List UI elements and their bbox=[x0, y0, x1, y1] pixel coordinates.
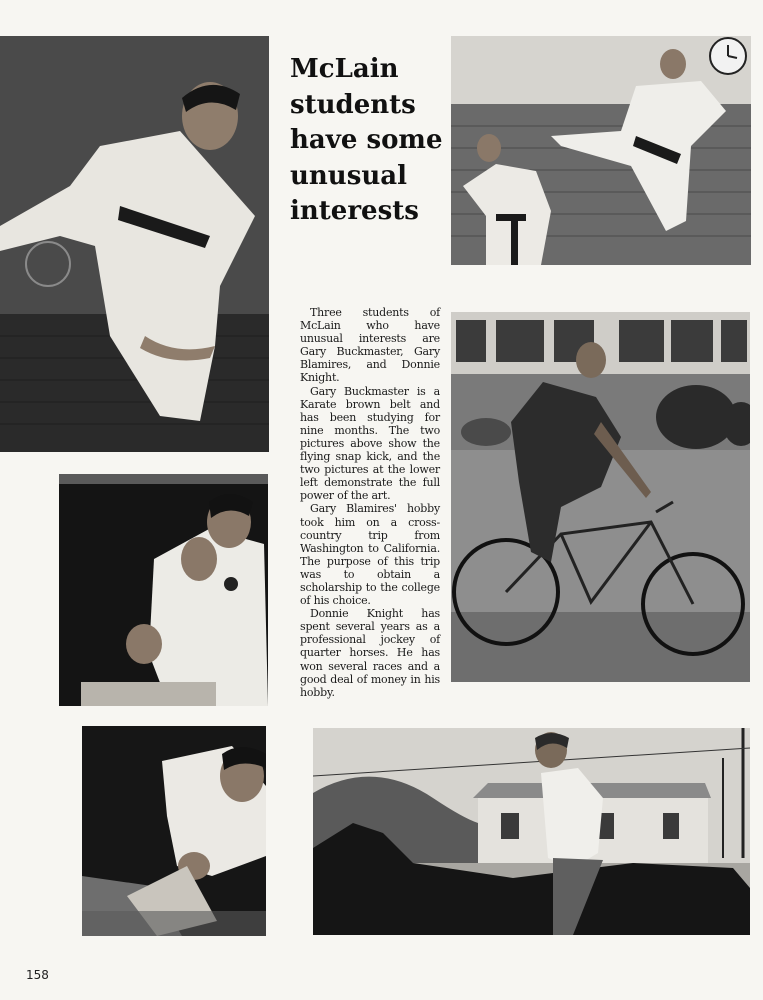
headline bbox=[290, 52, 460, 230]
photo-karate-board-break bbox=[82, 726, 266, 936]
page-number: 158 bbox=[26, 968, 49, 982]
photo-bicycle-rider bbox=[451, 312, 750, 682]
photo-jockey-on-horse bbox=[313, 728, 750, 935]
headline-line: McLain bbox=[290, 54, 399, 84]
headline-line: have some bbox=[290, 125, 443, 155]
story-paragraph: Gary Blamires' hobby took him on a cross-country trip from Washington to California. The purpose of this trip was to obtain a scholarship to the college of his choice. bbox=[300, 502, 440, 608]
headline-line: interests bbox=[290, 196, 419, 226]
story-text bbox=[300, 306, 440, 699]
story-paragraph: Gary Buckmaster is a Karate brown belt and has been studying for nine months. The two pictures above show the flying snap kick, and the two pictures at the lower left demonstrate the full power of the art. bbox=[300, 384, 440, 503]
headline-line: students bbox=[290, 89, 416, 120]
headline-line: unusual bbox=[290, 160, 407, 191]
photo-karate-flying-kick-wall bbox=[451, 36, 751, 265]
photo-karate-board-break-prep bbox=[59, 474, 268, 706]
photo-karate-flying-kick-closeup bbox=[0, 36, 269, 452]
story-paragraph: Donnie Knight has spent several years as a professional jockey of quarter horses. He has won several races and a good deal of money in his hobby. bbox=[300, 607, 440, 699]
story-paragraph: Three students of McLain who have unusual interests are Gary Buckmaster, Gary Blamires, and Donnie Knight. bbox=[300, 306, 440, 385]
